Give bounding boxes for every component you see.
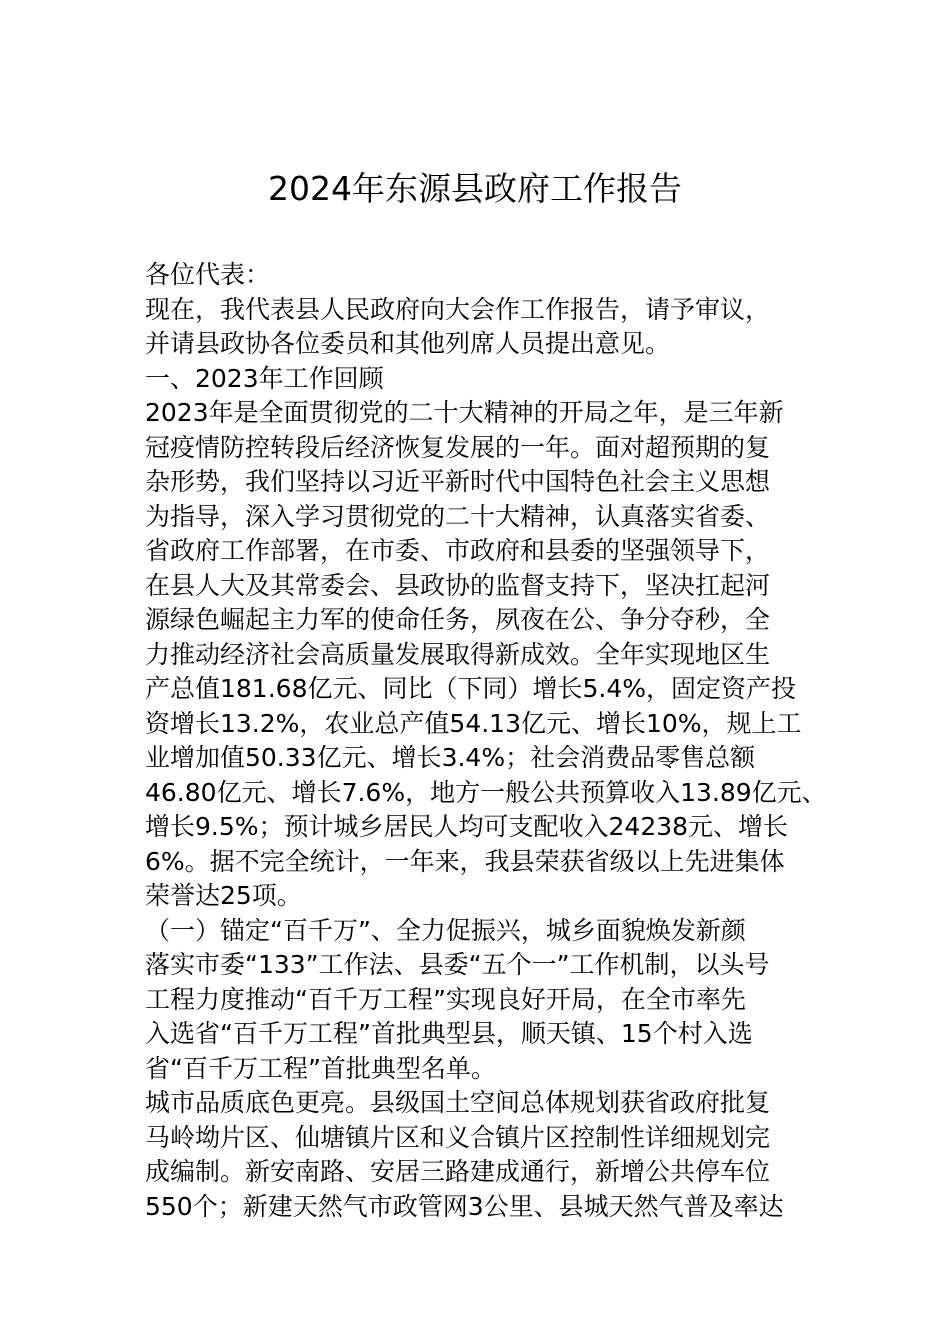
subsection-heading: （一）锚定“百千万”、全力促振兴，城乡面貌焕发新颜 [145,915,746,945]
body-line: 马岭坳片区、仙塘镇片区和义合镇片区控制性详细规划完 [145,1122,771,1152]
body-line: 成编制。新安南路、安居三路建成通行，新增公共停车位 [145,1157,771,1186]
body-line: 省“百千万工程”首批典型名单。 [145,1053,496,1083]
body-line: 源绿色崛起主力军的使命任务，夙夜在公、争分夺秒，全 [145,605,771,634]
body-line: 工程力度推动“百千万工程”实现良好开局，在全市率先 [145,984,746,1014]
body-line: 46.80亿元、增长7.6%，地方一般公共预算收入13.89亿元、 [145,777,827,807]
body-line: 增长9.5%；预计城乡居民人均可支配收入24238元、增长 [145,812,789,841]
body-line: 落实市委“133”工作法、县委“五个一”工作机制，以头号 [145,950,770,979]
document-body [145,258,825,1224]
body-line: 在县人大及其常委会、县政协的监督支持下，坚决扛起河 [145,570,771,600]
body-line: 省政府工作部署，在市委、市政府和县委的坚强领导下， [145,536,771,565]
document-title: 2024年东源县政府工作报告 [268,169,682,208]
salutation-line: 各位代表： [145,260,271,289]
body-line: 力推动经济社会高质量发展取得新成效。全年实现地区生 [145,639,771,669]
body-line: 城市品质底色更亮。县级国土空间总体规划获省政府批复 [145,1088,771,1117]
body-line: 荣誉达25项。 [145,881,302,910]
body-line: 现在，我代表县人民政府向大会作工作报告，请予审议， [145,294,771,324]
body-line: 资增长13.2%，农业总产值54.13亿元、增长10%，规上工 [145,708,802,738]
body-line: 6%。据不完全统计，一年来，我县荣获省级以上先进集体 [145,846,785,876]
body-line: 业增加值50.33亿元、增长3.4%；社会消费品零售总额 [145,743,756,772]
body-line: 550个；新建天然气市政管网3公里、县城天然气普及率达 [145,1191,784,1221]
body-line: 2023年是全面贯彻党的二十大精神的开局之年，是三年新 [145,398,784,427]
body-line: 为指导，深入学习贯彻党的二十大精神，认真落实省委、 [145,501,771,531]
body-line: 入选省“百千万工程”首批典型县，顺天镇、15个村入选 [145,1019,753,1048]
body-line: 并请县政协各位委员和其他列席人员提出意见。 [145,329,671,358]
body-line: 杂形势，我们坚持以习近平新时代中国特色社会主义思想 [145,467,771,496]
body-line: 冠疫情防控转段后经济恢复发展的一年。面对超预期的复 [145,432,771,462]
section-heading: 一、2023年工作回顾 [145,363,384,393]
body-line: 产总值181.68亿元、同比（下同）增长5.4%，固定资产投 [145,674,796,703]
